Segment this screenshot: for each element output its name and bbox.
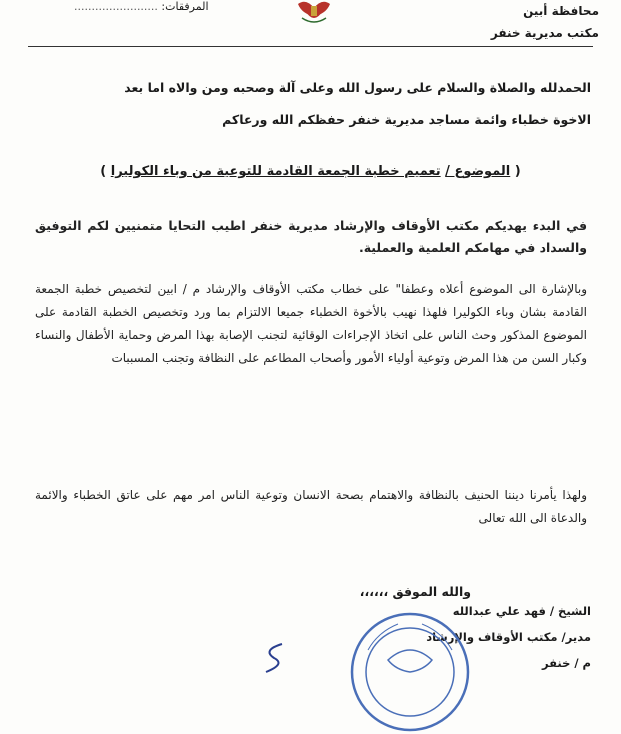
header-divider <box>28 46 593 47</box>
greeting-line: الحمدلله والصلاة والسلام على رسول الله وعلى آلة وصحبه ومن والاه اما بعد <box>124 80 591 95</box>
subject-line <box>0 164 621 179</box>
signer-title: مدير/ مكتب الأوقاف والإرشاد <box>426 630 591 644</box>
subject-open-paren: ( <box>514 164 521 179</box>
attachments-label: المرفقات: <box>161 0 209 13</box>
attachments-dots: ........................ <box>74 0 158 13</box>
office-name: مكتب مديرية خنفر <box>490 26 599 40</box>
signer-name: الشيخ / فهد علي عبدالله <box>452 604 591 618</box>
subject-label: الموضوع / <box>445 164 511 179</box>
closing-paragraph: ولهذا يأمرنا ديننا الحنيف بالنظافة والاهتمام بصحة الانسان وتوعية الناس امر مهم على عاتق الخطباء والائمة والدعاة الى الله تعالى <box>35 488 587 525</box>
letterhead-right <box>491 0 599 44</box>
subject-close-paren: ) <box>100 164 107 179</box>
addressee-line: الاخوة خطباء وائمة مساجد مديرية خنفر حفظكم الله ورعاكم <box>222 112 591 127</box>
subject-text: تعميم خطبة الجمعة القادمة للتوعية من وباء الكوليرا <box>110 164 441 179</box>
intro-paragraph: في البدء يهديكم مكتب الأوقاف والإرشاد مديرية خنفر اطيب التحايا متمنيين لكم التوفيق والسداد في مهامكم العلمية والعملية. <box>35 218 587 255</box>
yemen-eagle-emblem-icon <box>292 0 336 26</box>
handwritten-signature-icon <box>252 640 292 675</box>
governorate-name: محافظة أبين <box>523 4 599 18</box>
attachments-field <box>74 0 209 13</box>
closing-phrase: والله الموفق ،،،،،، <box>359 584 471 599</box>
signer-district: م / خنفر <box>541 656 591 670</box>
official-stamp-icon <box>348 610 472 734</box>
main-paragraph: وبالإشارة الى الموضوع أعلاه وعطفا" على خطاب مكتب الأوقاف والإرشاد م / ابين لتخصيص خطبة الجمعة القادمة بشان وباء الكوليرا فلهذا نهيب بالأخوة الخطباء جميعا الالتزام بما ورد وتخصيص الخطبة القادمة على الموضوع المذكور وحث الناس على اتخاذ الإجراءات الوقائية لتجنب الإصابة بهذا المرض وحماية الأطفال والنساء وكبار السن من هذا المرض وتوعية أولياء الأمور وأصحاب المطاعم على النظافة وتجنب المسببات <box>35 282 587 365</box>
